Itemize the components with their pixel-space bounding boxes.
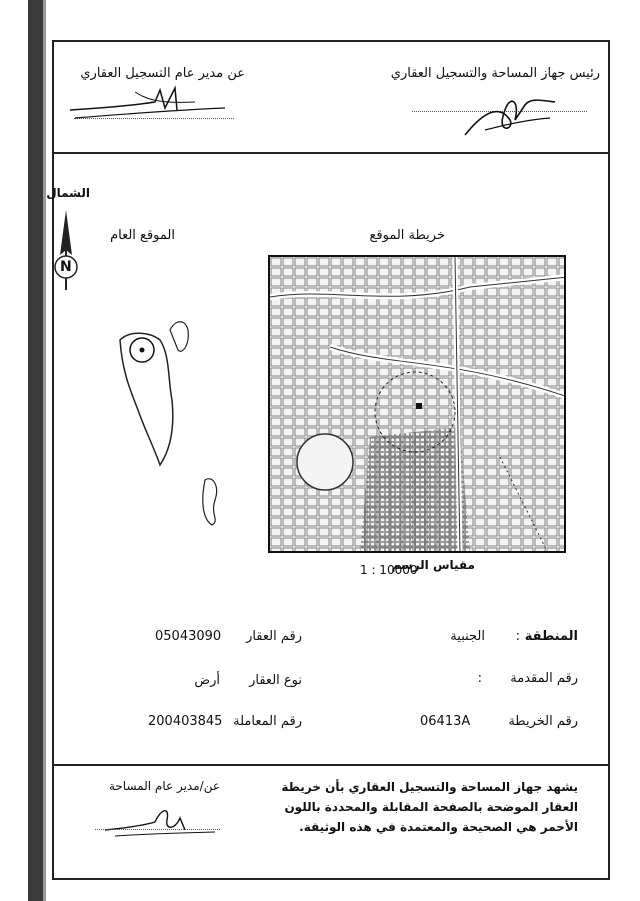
application-number-label: رقم المقدمة xyxy=(510,671,578,686)
property-type-label: نوع العقار xyxy=(249,673,302,688)
region-value: الجنبية xyxy=(450,629,485,644)
region-label: المنطقة xyxy=(524,629,578,644)
site-map xyxy=(268,255,566,553)
property-number-value: 05043090 xyxy=(155,629,222,644)
certificate-line-1: يشهد جهاز المساحة والتسجيل العقاري بأن خريطة xyxy=(281,780,578,794)
map-number-value: 06413A xyxy=(420,714,471,729)
scale-label: مقياس الرسم xyxy=(391,558,475,572)
left-signature xyxy=(65,80,235,125)
application-number-separator: : xyxy=(477,671,482,686)
survey-signature-line xyxy=(95,829,220,830)
survey-signature xyxy=(95,800,225,840)
north-arrow-icon xyxy=(52,210,80,290)
property-number-label: رقم العقار xyxy=(246,629,302,644)
site-map-title: خريطة الموقع xyxy=(369,228,445,243)
transaction-number-value: 200403845 xyxy=(148,714,223,729)
survey-signatory-title: عن/مدير عام المساحة xyxy=(108,779,220,793)
certificate-line-3: الأحمر هي الصحيحة والمعتمدة في هذه الوثيقة. xyxy=(299,820,578,834)
scan-edge xyxy=(28,0,43,901)
header-divider xyxy=(52,152,610,154)
property-type-value: أرض xyxy=(194,673,220,688)
scan-edge-shadow xyxy=(43,0,46,901)
north-label: الشمال xyxy=(46,186,90,200)
scale-value: 1 : 10000 xyxy=(360,563,418,577)
general-location-title: الموقع العام xyxy=(110,228,175,243)
footer-divider xyxy=(52,764,610,766)
certificate-line-2: العقار الموضحة بالصفحة المقابلة والمحددة باللون xyxy=(284,800,578,814)
site-map-drawing xyxy=(270,257,566,553)
map-number-label: رقم الخريطة xyxy=(508,714,578,729)
right-signature xyxy=(455,90,565,140)
region-separator: : xyxy=(515,629,520,644)
country-location-map xyxy=(100,300,250,540)
transaction-number-label: رقم المعاملة xyxy=(233,714,302,729)
north-letter: N xyxy=(60,259,72,275)
left-signatory-title: عن مدير عام التسجيل العقاري xyxy=(80,66,245,81)
right-signatory-title: رئيس جهاز المساحة والتسجيل العقاري xyxy=(390,66,600,81)
